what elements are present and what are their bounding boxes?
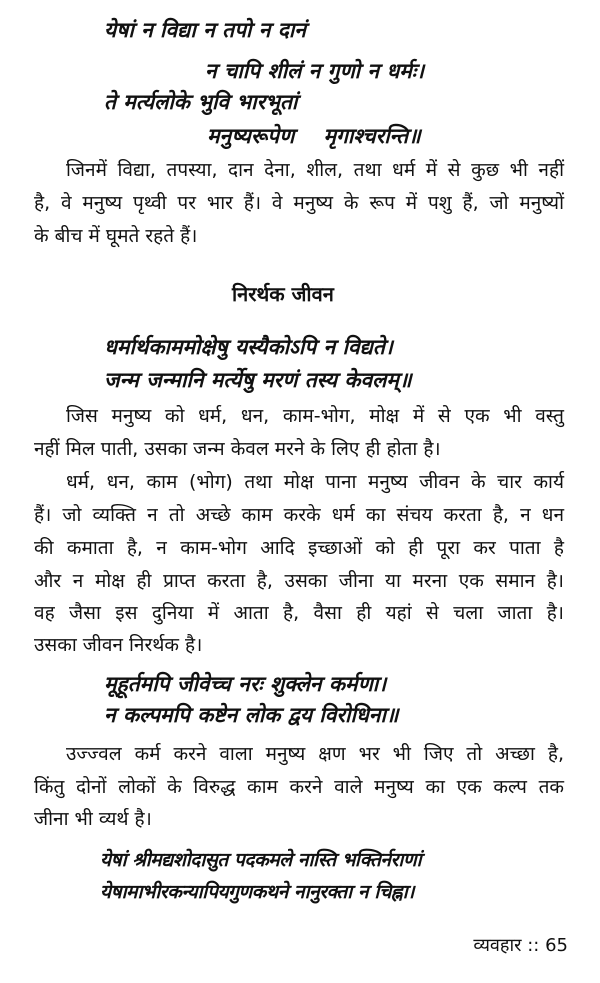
verse-2-line-2: जन्म जन्मानि मर्त्येषु मरणं तस्य केवलम्॥	[104, 368, 412, 392]
meaning-3-line-3: जीना भी व्यर्थ है।	[34, 808, 152, 830]
meaning-2-line-1: जिस मनुष्य को धर्म, धन, काम-भोग, मोक्ष में से एक भी वस्तु	[66, 405, 564, 427]
page-number: 65	[545, 935, 568, 956]
verse-1-line-4: मनुष्यरूपेण मृगाश्चरन्ति॥	[207, 124, 421, 148]
explanation-2-line-1: धर्म, धन, काम (भोग) तथा मोक्ष पाना मनुष्य जीवन के चार कार्य	[66, 471, 564, 493]
explanation-2-line-2: हैं। जो व्यक्ति न तो अच्छे काम करके धर्म का संचय करता है, न धन	[34, 504, 564, 526]
footer-section-name: व्यवहार ::	[473, 935, 540, 956]
verse-3-line-1: मूहूर्तमपि जीवेच्च नरः शुक्लेन कर्मणा।	[104, 672, 387, 696]
meaning-3-line-2: किंतु दोनों लोकों के विरुद्ध काम करने वाले मनुष्य का एक कल्प तक	[34, 776, 564, 798]
meaning-1-line-2: है, वे मनुष्य पृथ्वी पर भार हैं। वे मनुष्य के रूप में पशु हैं, जो मनुष्यों	[34, 192, 564, 214]
verse-3-line-2: न कल्पमपि कष्टेन लोक द्वय विरोधिना॥	[104, 703, 399, 727]
meaning-1-line-3: के बीच में घूमते रहते हैं।	[34, 225, 198, 247]
verse-4-line-2: येषामाभीरकन्यापियगुणकथने नानुरक्ता न चिह्ना।	[100, 881, 415, 903]
page-footer	[473, 934, 568, 958]
verse-4-line-1: येषां श्रीमद्यशोदासुत पदकमले नास्ति भक्तिर्नराणां	[100, 849, 422, 871]
verse-1-line-1: येषां न विद्या न तपो न दानं	[104, 18, 306, 42]
explanation-2-line-5: वह जैसा इस दुनिया में आता है, वैसा ही यहां से चला जाता है।	[34, 602, 564, 624]
meaning-3-line-1: उज्ज्वल कर्म करने वाला मनुष्य क्षण भर भी जिए तो अच्छा है,	[66, 743, 564, 765]
meaning-1-line-1: जिनमें विद्या, तपस्या, दान देना, शील, तथा धर्म में से कुछ भी नहीं	[66, 159, 564, 181]
explanation-2-line-4: और न मोक्ष ही प्राप्त करता है, उसका जीना या मरना एक समान है।	[34, 570, 564, 592]
explanation-2-line-6: उसका जीवन निरर्थक है।	[34, 634, 203, 656]
verse-2-line-1: धर्मार्थकाममोक्षेषु यस्यैकोऽपि न विद्यते।	[104, 335, 393, 359]
verse-1-line-2: न चापि शीलं न गुणो न धर्मः।	[205, 59, 425, 83]
verse-1-line-3: ते मर्त्यलोके भुवि भारभूतां	[104, 90, 298, 114]
explanation-2-line-3: की कमाता है, न काम-भोग आदि इच्छाओं को ही पूरा कर पाता है	[34, 537, 564, 559]
meaning-2-line-2: नहीं मिल पाती, उसका जन्म केवल मरने के लिए ही होता है।	[34, 438, 441, 460]
section-heading: निरर्थक जीवन	[232, 282, 334, 306]
